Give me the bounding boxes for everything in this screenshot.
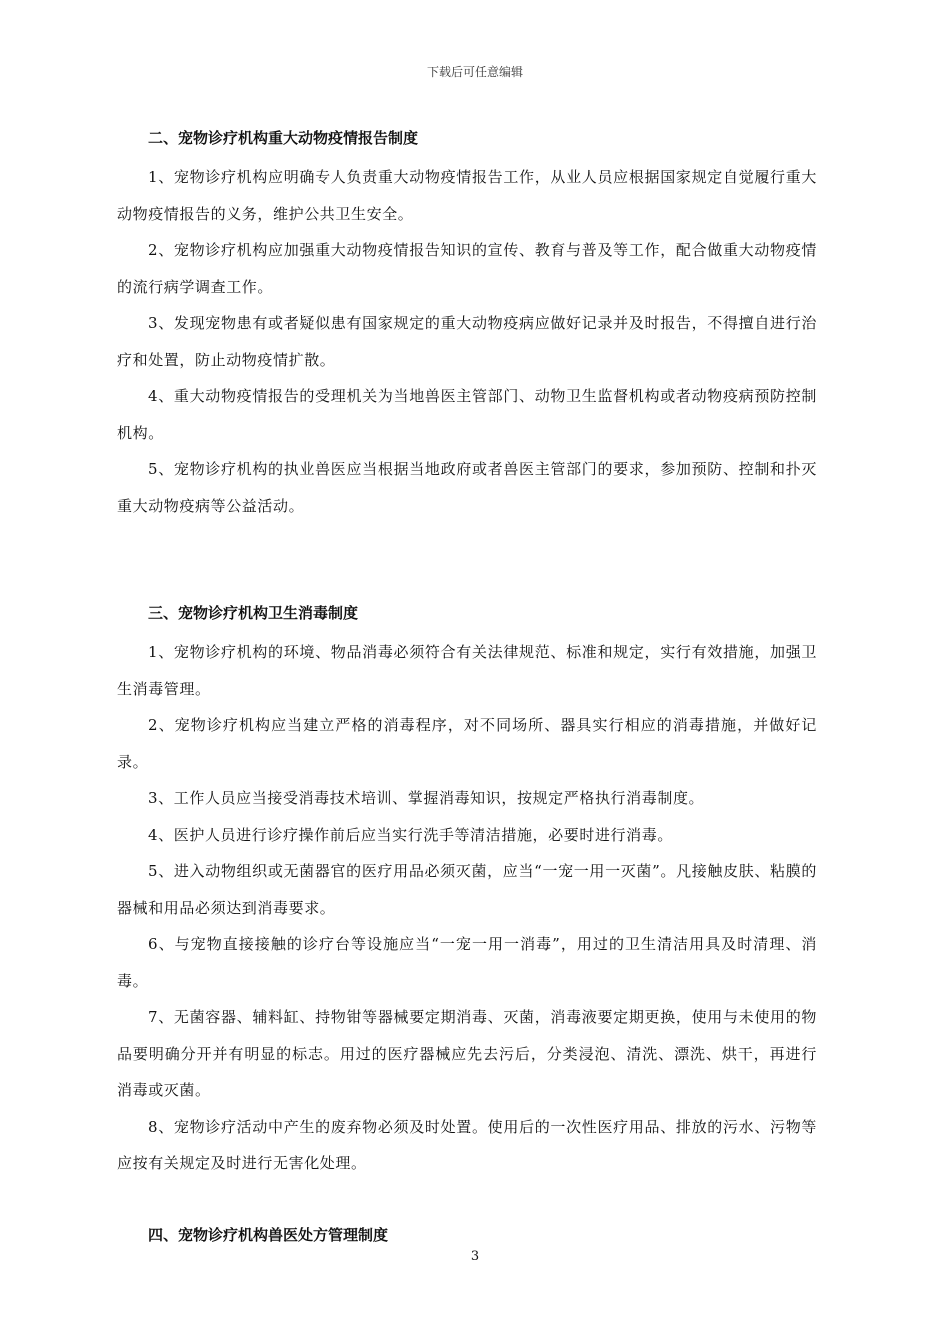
paragraph: 1、宠物诊疗机构应明确专人负责重大动物疫情报告工作，从业人员应根据国家规定自觉履行重大动物疫情报告的义务，维护公共卫生安全。: [117, 168, 817, 223]
paragraph: 6、与宠物直接接触的诊疗台等设施应当“一宠一用一消毒”，用过的卫生清洁用具及时清理、消毒。: [117, 935, 817, 990]
section-heading: 四、宠物诊疗机构兽医处方管理制度: [148, 1225, 389, 1244]
paragraph: 5、宠物诊疗机构的执业兽医应当根据当地政府或者兽医主管部门的要求，参加预防、控制和扑灭重大动物疫病等公益活动。: [117, 460, 817, 515]
section-spacer: [117, 560, 817, 596]
section-heading: 二、宠物诊疗机构重大动物疫情报告制度: [148, 129, 419, 147]
section-spacer: [117, 1182, 817, 1218]
document-body: [117, 121, 817, 1256]
page-number: 3: [470, 1249, 480, 1264]
paragraph: 3、发现宠物患有或者疑似患有国家规定的重大动物疫病应做好记录并及时报告，不得擅自进行治疗和处置，防止动物疫情扩散。: [117, 314, 817, 369]
paragraph: 4、重大动物疫情报告的受理机关为当地兽医主管部门、动物卫生监督机构或者动物疫病预防控制机构。: [117, 387, 817, 442]
paragraph: 7、无菌容器、辅料缸、持物钳等器械要定期消毒、灭菌，消毒液要定期更换，使用与未使用的物品要明确分开并有明显的标志。用过的医疗器械应先去污后，分类浸泡、清洗、漂洗、烘干，再进行消毒或灭菌。: [117, 1008, 817, 1099]
paragraph: 5、进入动物组织或无菌器官的医疗用品必须灭菌，应当“一宠一用一灭菌”。凡接触皮肤、粘膜的器械和用品必须达到消毒要求。: [117, 862, 817, 917]
paragraph: 2、宠物诊疗机构应加强重大动物疫情报告知识的宣传、教育与普及等工作，配合做重大动物疫情的流行病学调查工作。: [117, 241, 817, 296]
paragraph: 4、医护人员进行诊疗操作前后应当实行洗手等清洁措施，必要时进行消毒。: [148, 825, 673, 844]
section-heading: 三、宠物诊疗机构卫生消毒制度: [148, 604, 359, 622]
section-spacer: [117, 524, 817, 560]
paragraph: 1、宠物诊疗机构的环境、物品消毒必须符合有关法律规范、标准和规定，实行有效措施，加强卫生消毒管理。: [117, 643, 817, 698]
paragraph: 3、工作人员应当接受消毒技术培训、掌握消毒知识，按规定严格执行消毒制度。: [148, 789, 705, 807]
paragraph: 2、宠物诊疗机构应当建立严格的消毒程序，对不同场所、器具实行相应的消毒措施，并做好记录。: [117, 716, 817, 771]
page-header: 下载后可任意编辑: [426, 65, 523, 79]
paragraph: 8、宠物诊疗活动中产生的废弃物必须及时处置。使用后的一次性医疗用品、排放的污水、污物等应按有关规定及时进行无害化处理。: [117, 1117, 817, 1172]
